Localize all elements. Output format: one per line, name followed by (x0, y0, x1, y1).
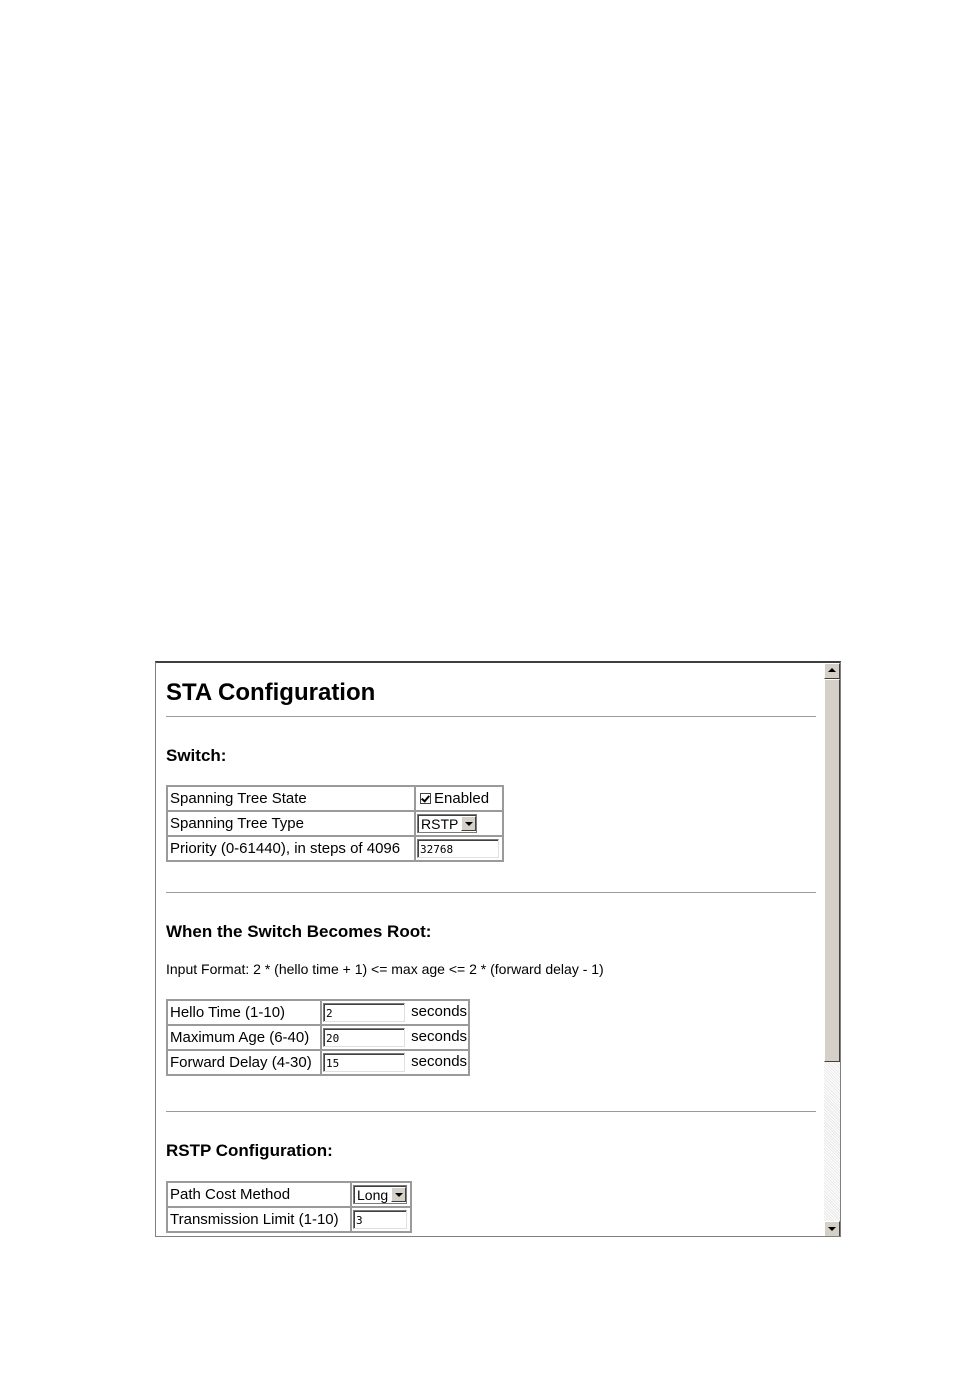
priority-input[interactable]: 32768 (417, 839, 499, 858)
page-title: STA Configuration (166, 679, 376, 706)
rstp-table (166, 1181, 412, 1233)
forward-delay-cell (321, 1050, 469, 1075)
root-table (166, 999, 470, 1076)
row-label: Hello Time (1-10) (167, 1000, 321, 1025)
table-row (167, 1025, 469, 1050)
path-cost-method-select[interactable] (353, 1185, 407, 1204)
spanning-tree-type-cell (415, 811, 503, 836)
unit-label: seconds (411, 1053, 468, 1071)
table-row (167, 836, 503, 861)
priority-cell (415, 836, 503, 861)
switch-heading: Switch: (166, 746, 227, 765)
path-cost-cell (351, 1182, 411, 1207)
row-label: Spanning Tree Type (167, 811, 415, 836)
row-label: Transmission Limit (1-10) (167, 1207, 351, 1232)
root-heading: When the Switch Becomes Root: (166, 922, 432, 941)
divider (166, 1111, 816, 1112)
row-label: Priority (0-61440), in steps of 4096 (167, 836, 415, 861)
table-row (167, 1050, 469, 1075)
spanning-tree-state-cell (415, 786, 503, 811)
table-row (167, 811, 503, 836)
scroll-down-icon[interactable] (824, 1221, 840, 1237)
vertical-scrollbar[interactable] (824, 663, 840, 1237)
scrollbar-thumb[interactable] (824, 679, 840, 1062)
chevron-down-icon[interactable] (461, 816, 476, 831)
switch-table (166, 785, 504, 862)
row-label: Spanning Tree State (167, 786, 415, 811)
rstp-heading: RSTP Configuration: (166, 1141, 333, 1160)
transmission-limit-cell (351, 1207, 411, 1232)
divider (166, 892, 816, 893)
unit-label: seconds (411, 1003, 468, 1021)
checkbox-label: Enabled (434, 790, 490, 807)
table-row (167, 1182, 411, 1207)
spanning-tree-type-select[interactable] (417, 814, 477, 833)
hello-time-cell (321, 1000, 469, 1025)
table-row (167, 786, 503, 811)
scroll-up-icon[interactable] (824, 663, 840, 679)
forward-delay-input[interactable]: 15 (323, 1053, 405, 1072)
transmission-limit-input[interactable]: 3 (353, 1210, 407, 1229)
row-label: Path Cost Method (167, 1182, 351, 1207)
chevron-down-icon[interactable] (391, 1187, 406, 1202)
input-format-note: Input Format: 2 * (hello time + 1) <= max age <= 2 * (forward delay - 1) (166, 961, 604, 977)
unit-label: seconds (411, 1028, 468, 1046)
max-age-cell (321, 1025, 469, 1050)
select-value: Long (357, 1186, 389, 1203)
spanning-tree-state-checkbox[interactable] (420, 793, 431, 804)
table-row (167, 1000, 469, 1025)
row-label: Forward Delay (4-30) (167, 1050, 321, 1075)
max-age-input[interactable]: 20 (323, 1028, 405, 1047)
browser-frame (155, 661, 841, 1237)
row-label: Maximum Age (6-40) (167, 1025, 321, 1050)
divider (166, 716, 816, 717)
table-row (167, 1207, 411, 1232)
hello-time-input[interactable]: 2 (323, 1003, 405, 1022)
select-value: RSTP (421, 815, 459, 832)
